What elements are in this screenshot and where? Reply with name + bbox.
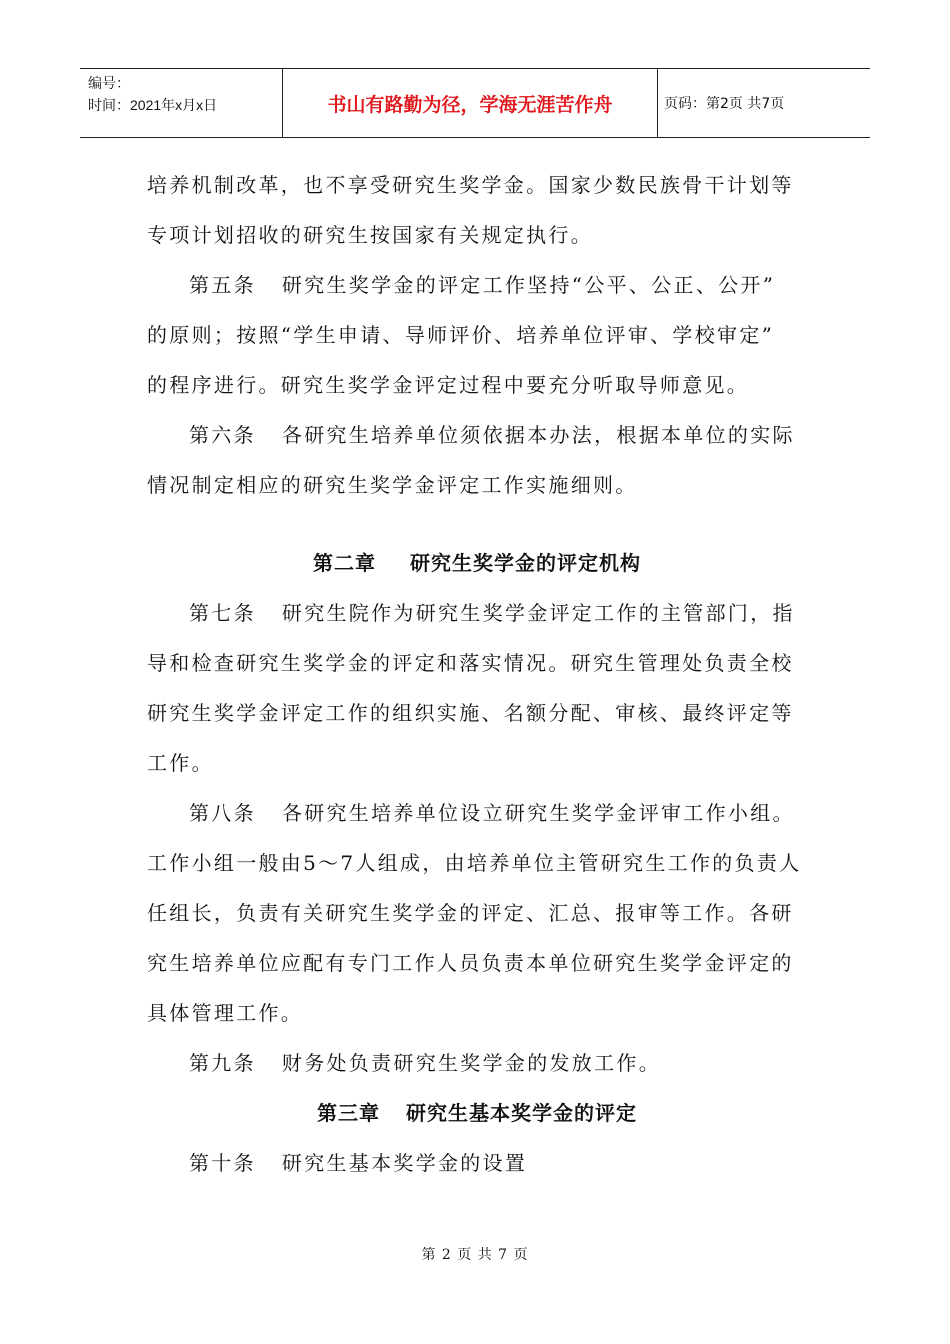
paragraph-line: 研究生奖学金的评定工作坚持“公平、公正、公开”	[281, 273, 776, 297]
paragraph-line: 导和检查研究生奖学金的评定和落实情况。研究生管理处负责全校	[147, 651, 794, 675]
paragraph-line: 的原则；按照“学生申请、导师评价、培养单位评审、学校审定”	[147, 323, 775, 347]
paragraph-line: 任组长，负责有关研究生奖学金的评定、汇总、报审等工作。各研	[147, 901, 794, 925]
article-5	[147, 260, 807, 310]
header-meta	[80, 69, 282, 137]
article-9	[147, 1038, 807, 1088]
chapter-title: 研究生奖学金的评定机构	[410, 551, 641, 575]
page-footer: 第 2 页 共 7 页	[421, 1247, 529, 1263]
paragraph-line: 各研究生培养单位设立研究生奖学金评审工作小组。	[281, 801, 795, 825]
paragraph-line: 工作小组一般由5～7人组成，由培养单位主管研究生工作的负责人	[147, 851, 802, 875]
paragraph-line: 研究生基本奖学金的设置	[281, 1151, 528, 1175]
paragraph-line: 究生培养单位应配有专门工作人员负责本单位研究生奖学金评定的	[147, 951, 794, 975]
paragraph-line: 培养机制改革，也不享受研究生奖学金。国家少数民族骨干计划等	[147, 173, 794, 197]
article-title: 第五条	[189, 273, 256, 297]
article-title: 第七条	[189, 601, 256, 625]
paragraph-line: 情况制定相应的研究生奖学金评定工作实施细则。	[147, 473, 638, 497]
chapter-heading	[147, 538, 807, 588]
article-10	[147, 1138, 807, 1188]
paragraph-line: 研究生院作为研究生奖学金评定工作的主管部门，指	[281, 601, 795, 625]
chapter-number: 第二章	[313, 551, 376, 575]
article-title: 第九条	[189, 1051, 256, 1075]
chapter-heading	[147, 1088, 807, 1138]
paragraph-line: 工作。	[147, 751, 214, 775]
chapter-title: 研究生基本奖学金的评定	[406, 1101, 637, 1125]
doc-number-label: 编号：	[88, 75, 130, 91]
paragraph-line: 财务处负责研究生奖学金的发放工作。	[281, 1051, 662, 1075]
chapter-number: 第三章	[317, 1101, 380, 1125]
paragraph-line: 研究生奖学金评定工作的组织实施、名额分配、审核、最终评定等	[147, 701, 794, 725]
paragraph-line: 的程序进行。研究生奖学金评定过程中要充分听取导师意见。	[147, 373, 750, 397]
article-7	[147, 588, 807, 638]
paragraph-line: 各研究生培养单位须依据本办法，根据本单位的实际	[281, 423, 795, 447]
article-title: 第八条	[189, 801, 256, 825]
doc-time-label: 时间：2021年x月x日	[88, 97, 218, 113]
article-title: 第六条	[189, 423, 256, 447]
article-6	[147, 410, 807, 460]
article-8	[147, 788, 807, 838]
header-page-info: 页码：第2页 共7页	[664, 96, 785, 112]
article-title: 第十条	[189, 1151, 256, 1175]
page-header	[80, 68, 870, 138]
document-body	[147, 160, 807, 1188]
header-motto: 书山有路勤为径，学海无涯苦作舟	[282, 69, 658, 137]
paragraph-line: 专项计划招收的研究生按国家有关规定执行。	[147, 223, 593, 247]
paragraph-line: 具体管理工作。	[147, 1001, 304, 1025]
